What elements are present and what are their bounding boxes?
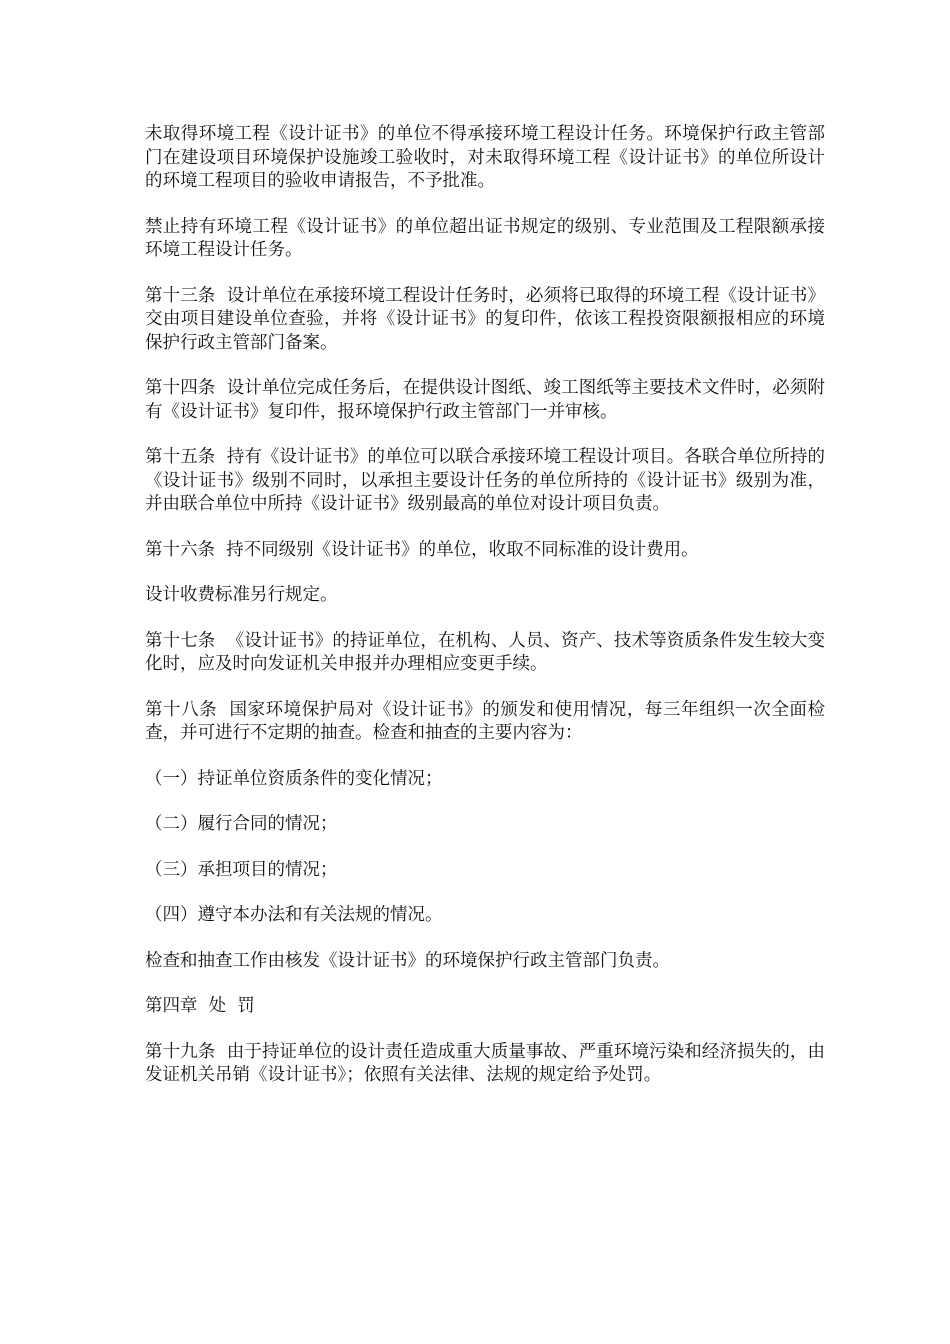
article-15: 第十五条 持有《设计证书》的单位可以联合承接环境工程设计项目。各联合单位所持的《设计证书》级别不同时，以承担主要设计任务的单位所持的《设计证书》级别为准，并由联合单位中所持《设计证书》级别最高的单位对设计项目负责。 (145, 447, 825, 514)
chapter-heading: 第四章 处 罚 (145, 996, 255, 1016)
paragraph-fee-standard: 设计收费标准另行规定。 (145, 585, 338, 605)
document-body (145, 123, 825, 1110)
article-13: 第十三条 设计单位在承接环境工程设计任务时，必须将已取得的环境工程《设计证书》交由项目建设单位查验，并将《设计证书》的复印件，依该工程投资限额报相应的环境保护行政主管部门备案。 (145, 285, 825, 353)
paragraph-inspection-responsibility: 检查和抽查工作由核发《设计证书》的环境保护行政主管部门负责。 (145, 950, 670, 971)
article-16: 第十六条 持不同级别《设计证书》的单位，收取不同标准的设计费用。 (145, 539, 699, 560)
list-item-3: （三）承担项目的情况； (145, 859, 338, 880)
article-18: 第十八条 国家环境保护局对《设计证书》的颁发和使用情况，每三年组织一次全面检查，并可进行不定期的抽查。检查和抽查的主要内容为： (145, 699, 825, 743)
list-item-2: （二）履行合同的情况； (145, 814, 338, 834)
list-item-4: （四）遵守本办法和有关法规的情况。 (145, 905, 443, 925)
paragraph-design-certificate-requirement: 未取得环境工程《设计证书》的单位不得承接环境工程设计任务。环境保护行政主管部门在建设项目环境保护设施竣工验收时，对未取得环境工程《设计证书》的单位所设计的环境工程项目的验收申请报告，不予批准。 (145, 124, 825, 191)
paragraph-prohibition-exceeding-scope: 禁止持有环境工程《设计证书》的单位超出证书规定的级别、专业范围及工程限额承接环境工程设计任务。 (145, 216, 825, 260)
article-17: 第十七条 《设计证书》的持证单位，在机构、人员、资产、技术等资质条件发生较大变化时，应及时向发证机关申报并办理相应变更手续。 (145, 630, 825, 674)
list-item-1: （一）持证单位资质条件的变化情况； (145, 768, 443, 789)
article-14: 第十四条 设计单位完成任务后，在提供设计图纸、竣工图纸等主要技术文件时，必须附有《设计证书》复印件，报环境保护行政主管部门一并审核。 (145, 378, 825, 422)
article-19: 第十九条 由于持证单位的设计责任造成重大质量事故、严重环境污染和经济损失的，由发证机关吊销《设计证书》；依照有关法律、法规的规定给予处罚。 (145, 1041, 825, 1085)
